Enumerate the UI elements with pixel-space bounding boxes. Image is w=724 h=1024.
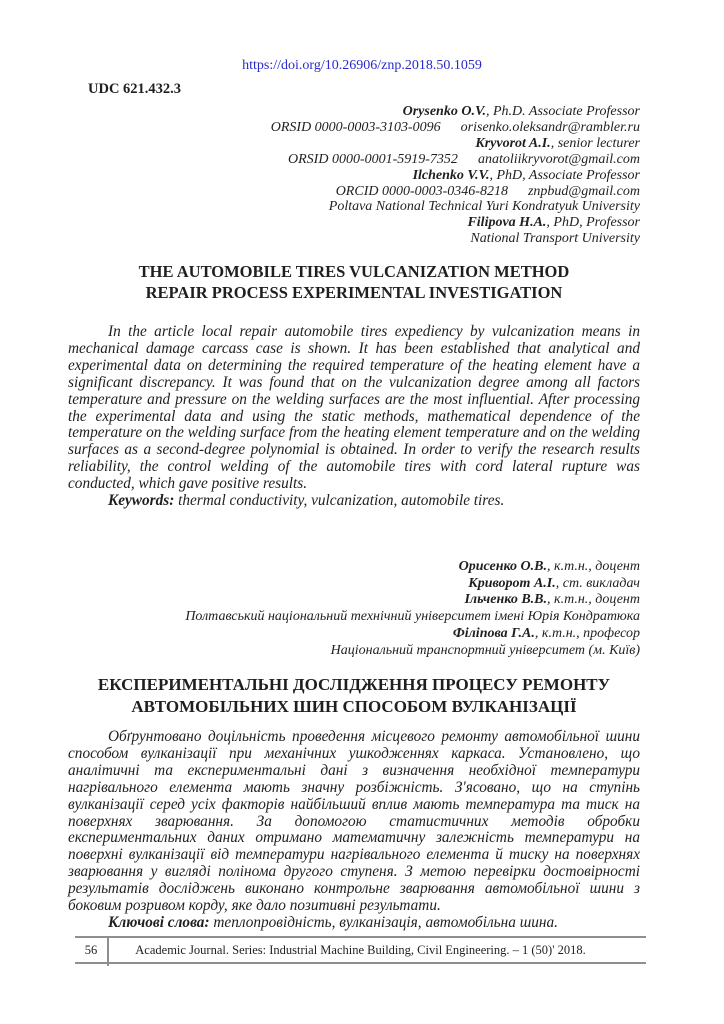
author-role: , к.т.н., професор — [534, 625, 640, 641]
author-name: Filipova H.A. — [467, 215, 547, 231]
udc-label: UDC 621.432.3 — [88, 81, 182, 97]
paper-title-en-line2: REPAIR PROCESS EXPERIMENTAL INVESTIGATION — [145, 283, 563, 302]
abstract-uk — [68, 729, 640, 932]
paper-title-en-line1: THE AUTOMOBILE TIRES VULCANIZATION METHOD — [138, 262, 570, 281]
author-line — [68, 104, 640, 120]
author-orcid: ORCID 0000-0003-0346-8218 — [335, 183, 508, 199]
author-orcid-line — [68, 120, 640, 136]
author-email: anatoliikryvorot@gmail.com — [477, 151, 640, 167]
paper-title-en — [68, 261, 640, 303]
abstract-uk-text: Обґрунтовано доцільність проведення місцевого ремонту автомобільної шини способом вулканізації при механічних ушкодженнях каркаса. Установлено, що аналітичні та експериментальні дані з визначення необхідної температури нагрівального елемента мають значну розбіжність. З'ясовано, що на ступінь вулканізації серед усіх факторів найбільший вплив мають температура та тиск на поверхнях зварювання. За допомогою статистичних методів обробки експериментальних даних отримано математичну залежність температури на поверхні вулканізації від температури нагрівального елемента й тиску на поверхнях зварювання у вигляді полінома другого ступеня. З метою перевірки достовірності результатів досліджень виконано контрольне зварювання автомобільної шини з боковим розривом корду, яке дало позитивні результати. — [68, 728, 640, 915]
author-orcid-line — [68, 152, 640, 168]
author-role: , к.т.н., доцент — [547, 592, 640, 608]
paper-title-uk — [68, 674, 640, 718]
author-name: Криворот А.І. — [468, 575, 556, 591]
author-role: , Ph.D. Associate Professor — [486, 104, 640, 119]
author-line — [68, 215, 640, 231]
author-line — [68, 168, 640, 184]
footer-cell-divider — [107, 938, 109, 966]
page-number: 56 — [84, 943, 98, 957]
paper-title-uk-line2: АВТОМОБІЛЬНИХ ШИН СПОСОБОМ ВУЛКАНІЗАЦІЇ — [131, 697, 577, 716]
authors-block-uk — [68, 559, 640, 659]
author-name: Філіпова Г.А. — [452, 625, 535, 641]
affiliation: National Transport University — [470, 231, 640, 247]
author-orcid: ORSID 0000-0001-5919-7352 — [288, 151, 458, 167]
author-name: Орисенко О.В. — [458, 559, 548, 574]
author-line — [68, 559, 640, 576]
keywords-uk-label: Ключові слова: — [108, 913, 210, 931]
author-orcid: ORSID 0000-0003-3103-0096 — [270, 119, 441, 135]
keywords-uk — [68, 915, 640, 932]
keywords-en-list: thermal conductivity, vulcanization, automobile tires. — [174, 492, 505, 510]
author-line — [68, 626, 640, 643]
author-role: , PhD, Professor — [546, 215, 640, 231]
abstract-en — [68, 324, 640, 510]
keywords-en-label: Keywords: — [108, 492, 175, 510]
abstract-en-text: In the article local repair automobile tires expediency by vulcanization means in mechanical damage carcass case is shown. It has been established that analytical and experimental data on determining the required temperature of the heating element have a significant discrepancy. It was found that on the vulcanization degree among all factors temperature and pressure on the welding surfaces are the most influential. After processing the experimental data and using the static methods, mathematical dependence of the temperature on the welding surface from the heating element temperature and on the welding surfaces as a second-degree polynomial is obtained. In order to verify the research results reliability, the control welding of the automobile tires with cord lateral rupture was conducted, which gave positive results. — [68, 323, 640, 493]
author-email: znpbud@gmail.com — [527, 183, 640, 199]
author-name: Kryvorot A.I. — [475, 135, 551, 151]
author-line — [68, 592, 640, 609]
author-name: Ільченко В.В. — [464, 592, 548, 608]
author-role: , ст. викладач — [555, 575, 640, 591]
keywords-uk-list: теплопровідність, вулканізація, автомобільна шина. — [209, 913, 558, 931]
journal-reference: Academic Journal. Series: Industrial Machine Building, Civil Engineering. – 1 (50)' 2018. — [135, 943, 586, 957]
author-name: Orysenko O.V. — [402, 104, 486, 119]
author-email: orisenko.oleksandr@rambler.ru — [460, 119, 640, 135]
author-role: , PhD, Associate Professor — [489, 167, 640, 183]
author-name: Ilchenko V.V. — [412, 167, 490, 183]
doi-link[interactable]: https://doi.org/10.26906/znp.2018.50.1059 — [242, 58, 482, 73]
authors-block-en — [68, 104, 640, 247]
affiliation: Полтавський національний технічний університет імені Юрія Кондратюка — [185, 609, 640, 625]
author-role: , senior lecturer — [550, 135, 640, 151]
affiliation: Poltava National Technical Yuri Kondratyuk University — [328, 199, 640, 215]
affiliation: Національний транспортний університет (м. Київ) — [330, 642, 640, 658]
author-line — [68, 136, 640, 152]
paper-title-uk-line1: ЕКСПЕРИМЕНТАЛЬНІ ДОСЛІДЖЕННЯ ПРОЦЕСУ РЕМОНТУ — [97, 675, 611, 694]
doi-row — [0, 58, 724, 74]
author-role: , к.т.н., доцент — [547, 559, 640, 574]
author-orcid-line — [68, 184, 640, 200]
page-footer — [75, 936, 646, 964]
author-line — [68, 576, 640, 593]
keywords-en — [68, 493, 640, 510]
